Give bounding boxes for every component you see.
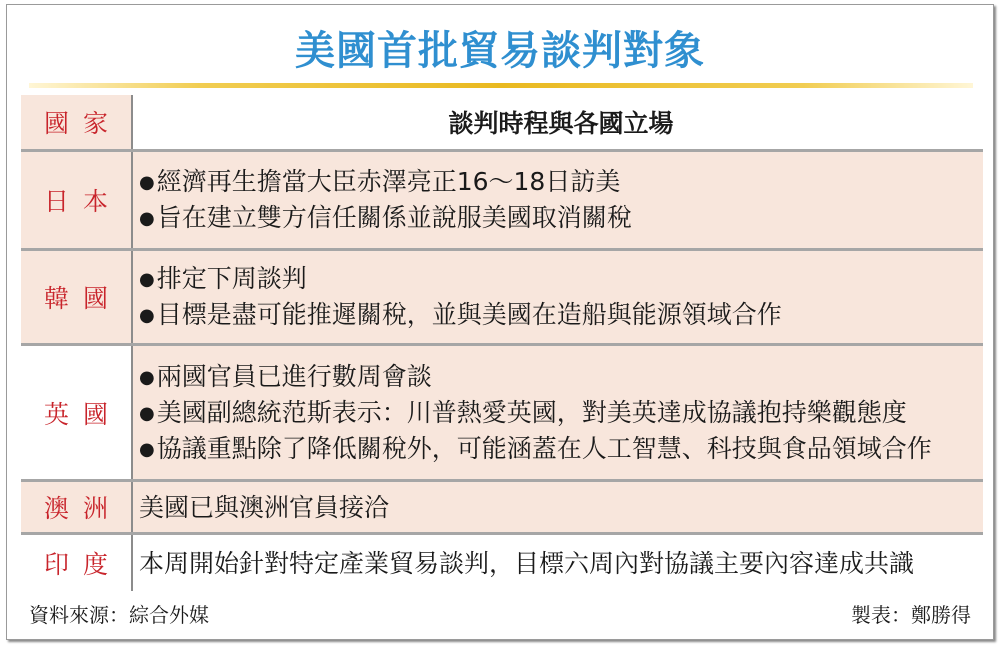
content-cell <box>133 535 983 591</box>
table-row-japan <box>21 152 983 251</box>
list-item: ● 兩國官員已進行數周會談 <box>139 359 983 395</box>
table-row-korea <box>21 251 983 346</box>
header-content-cell: 談判時程與各國立場 <box>133 95 983 149</box>
content-cell <box>133 346 983 479</box>
list-item: ● 協議重點除了降低關稅外，可能涵蓋在人工智慧、科技與食品領域合作 <box>139 431 983 467</box>
table-row-australia <box>21 482 983 535</box>
header-country-cell: 國家 <box>21 95 133 149</box>
list-item: ● 美國副總統范斯表示：川普熱愛英國，對美英達成協議抱持樂觀態度 <box>139 395 983 431</box>
author-note: 製表：鄭勝得 <box>851 603 971 627</box>
title-divider <box>29 83 973 88</box>
content-cell <box>133 251 983 343</box>
country-cell: 韓國 <box>21 251 133 343</box>
page-title: 美國首批貿易談判對象 <box>295 28 705 74</box>
source-note: 資料來源：綜合外媒 <box>29 603 209 627</box>
infographic-frame <box>6 4 994 640</box>
content-cell <box>133 152 983 248</box>
table-row-uk <box>21 346 983 482</box>
list-item: 美國已與澳洲官員接洽 <box>139 492 390 522</box>
negotiation-table <box>21 95 983 591</box>
list-item: ● 旨在建立雙方信任關係並說服美國取消關稅 <box>139 200 983 236</box>
country-cell: 日本 <box>21 152 133 248</box>
table-header-row <box>21 95 983 152</box>
list-item: ● 經濟再生擔當大臣赤澤亮正16～18日訪美 <box>139 164 983 200</box>
content-cell <box>133 482 983 532</box>
list-item: 本周開始針對特定產業貿易談判，目標六周內對協議主要內容達成共識 <box>139 548 915 578</box>
list-item: ● 目標是盡可能推遲關稅，並與美國在造船與能源領域合作 <box>139 297 983 333</box>
table-row-india <box>21 535 983 591</box>
country-cell: 英國 <box>21 346 133 479</box>
country-cell: 印度 <box>21 535 133 591</box>
country-cell: 澳洲 <box>21 482 133 532</box>
list-item: ● 排定下周談判 <box>139 261 983 297</box>
